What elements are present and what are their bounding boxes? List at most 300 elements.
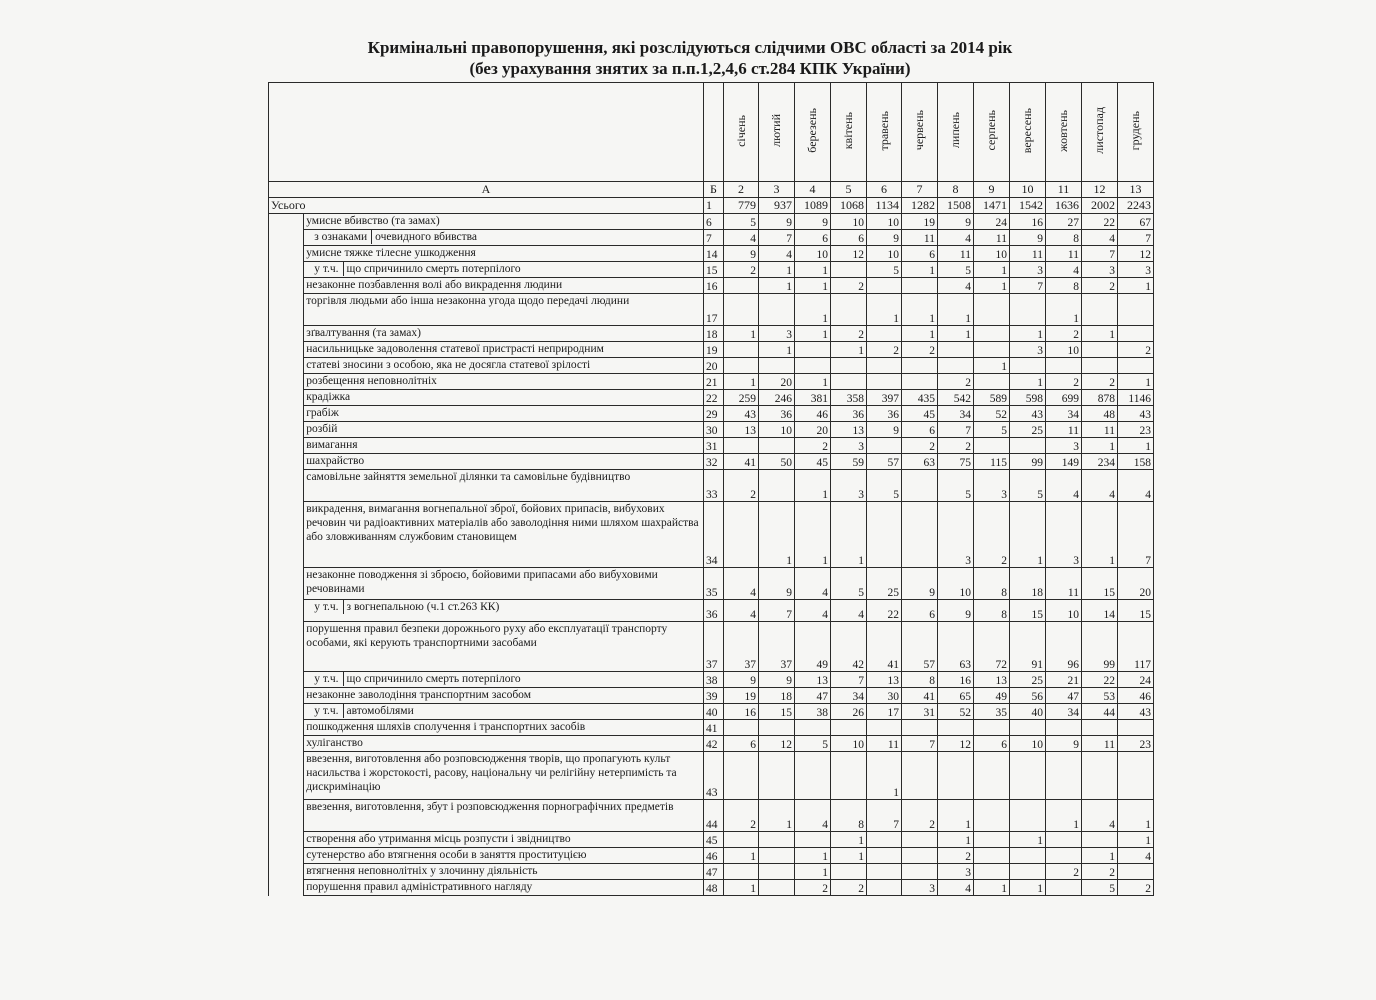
indent-cell [269,390,304,406]
row-value: 1 [974,278,1010,294]
row-value: 3 [831,470,867,502]
row-value: 1 [1118,374,1154,390]
indent-cell [269,214,304,230]
total-value: 1068 [831,198,867,214]
row-code: 43 [704,752,724,800]
table-row [269,672,1154,688]
row-value: 1 [1010,880,1046,896]
row-value: 11 [1082,422,1118,438]
row-value: 36 [867,406,902,422]
row-value: 1 [938,326,974,342]
row-value [1010,720,1046,736]
row-value: 6 [974,736,1010,752]
table-row [269,470,1154,502]
total-value: 1282 [902,198,938,214]
row-value: 1 [1118,438,1154,454]
row-code: 32 [704,454,724,470]
row-label: грабіж [304,406,704,422]
indent-cell [269,672,304,688]
row-value: 1 [1010,832,1046,848]
row-value [938,752,974,800]
row-value: 2 [938,438,974,454]
row-value: 1 [795,278,831,294]
row-label: зґвалтування (та замах) [304,326,704,342]
row-value [974,374,1010,390]
table-row [269,622,1154,672]
row-value: 1 [938,832,974,848]
row-value: 3 [974,470,1010,502]
row-value: 3 [759,326,795,342]
row-code: 40 [704,704,724,720]
row-value: 2 [795,880,831,896]
row-sublabel: очевидного вбивства [375,231,478,243]
row-value: 2 [938,374,974,390]
row-value [831,720,867,736]
row-value: 11 [974,230,1010,246]
row-value: 2 [1046,374,1082,390]
row-value: 11 [902,230,938,246]
month-header [1046,83,1082,182]
row-value: 4 [795,800,831,832]
row-value [1118,864,1154,880]
row-value: 9 [795,214,831,230]
row-value: 4 [938,278,974,294]
row-value [902,720,938,736]
row-value: 1 [974,358,1010,374]
month-label: жовтень [1056,109,1070,152]
row-value: 11 [1082,736,1118,752]
row-value: 1 [831,832,867,848]
row-value: 7 [867,800,902,832]
row-value: 43 [724,406,759,422]
row-value: 15 [1118,600,1154,622]
row-value [1118,326,1154,342]
row-value [867,374,902,390]
row-value [831,294,867,326]
row-value: 6 [831,230,867,246]
row-value: 1 [831,342,867,358]
row-value: 22 [1082,214,1118,230]
table-row [269,688,1154,704]
row-value: 3 [1046,502,1082,568]
row-value: 59 [831,454,867,470]
row-code: 47 [704,864,724,880]
row-value: 1 [1010,326,1046,342]
row-value: 1 [902,262,938,278]
row-value [902,848,938,864]
row-code: 35 [704,568,724,600]
column-b-header: Б [704,182,724,198]
row-value: 397 [867,390,902,406]
table-row [269,374,1154,390]
indent-cell [269,600,304,622]
row-value: 10 [1010,736,1046,752]
row-value: 41 [867,622,902,672]
row-value: 45 [902,406,938,422]
table-row [269,246,1154,262]
row-value [1082,358,1118,374]
column-a-header: А [269,182,704,198]
row-value: 50 [759,454,795,470]
row-value: 5 [1082,880,1118,896]
table-row [269,454,1154,470]
row-value: 1 [795,294,831,326]
row-code: 6 [704,214,724,230]
indent-cell [269,502,304,568]
row-value: 589 [974,390,1010,406]
indent-cell [269,752,304,800]
row-value [938,720,974,736]
row-code: 16 [704,278,724,294]
row-value [867,438,902,454]
row-code: 41 [704,720,724,736]
indent-cell [269,688,304,704]
indent-cell [269,470,304,502]
row-value: 2 [724,800,759,832]
row-sublabel-qualifier: у т.ч. [304,672,343,686]
row-label: крадіжка [304,390,704,406]
table-row [269,294,1154,326]
row-value: 44 [1082,704,1118,720]
row-value: 10 [831,736,867,752]
row-label [304,262,704,278]
row-value: 1 [831,848,867,864]
row-value: 9 [938,600,974,622]
row-value: 91 [1010,622,1046,672]
row-label: умисне вбивство (та замах) [304,214,704,230]
row-label: насильницьке задоволення статевої пристрасті неприродним [304,342,704,358]
row-label: створення або утримання місць розпусти і звідництво [304,832,704,848]
row-value [1082,294,1118,326]
row-value [867,832,902,848]
row-value: 3 [1010,342,1046,358]
row-value: 96 [1046,622,1082,672]
indent-cell [269,374,304,390]
row-value: 3 [1010,262,1046,278]
row-value [759,832,795,848]
month-label: лютий [769,114,783,147]
row-value: 20 [1118,568,1154,600]
month-label: березень [805,108,819,153]
row-value: 1 [795,326,831,342]
row-value: 1 [938,800,974,832]
row-value: 6 [902,600,938,622]
row-value [724,294,759,326]
row-sublabel: автомобілями [346,705,414,717]
row-value: 2 [831,880,867,896]
row-value: 10 [1046,600,1082,622]
row-value: 47 [795,688,831,704]
row-value: 1 [1010,374,1046,390]
row-value: 45 [795,454,831,470]
row-value: 158 [1118,454,1154,470]
row-value: 7 [1118,230,1154,246]
row-code: 36 [704,600,724,622]
crime-statistics-table [268,82,1154,896]
month-label: квітень [841,111,855,150]
row-value: 149 [1046,454,1082,470]
row-value: 9 [759,672,795,688]
row-value: 34 [831,688,867,704]
row-value: 1 [759,278,795,294]
row-value [795,752,831,800]
indent-cell [269,438,304,454]
row-value [902,752,938,800]
row-value: 3 [1118,262,1154,278]
total-value: 1134 [867,198,902,214]
row-value: 26 [831,704,867,720]
row-value: 5 [867,470,902,502]
row-value: 2 [974,502,1010,568]
row-value [795,342,831,358]
row-value [1046,832,1082,848]
column-index: 9 [974,182,1010,198]
row-value: 1 [724,374,759,390]
row-value: 4 [795,568,831,600]
row-value: 13 [795,672,831,688]
row-value: 4 [724,230,759,246]
row-value: 1 [724,880,759,896]
row-code: 39 [704,688,724,704]
row-value: 259 [724,390,759,406]
row-value: 10 [938,568,974,600]
row-value: 1 [867,752,902,800]
row-value: 16 [724,704,759,720]
row-label: умисне тяжке тілесне ушкодження [304,246,704,262]
column-index: 5 [831,182,867,198]
row-value: 1 [795,470,831,502]
row-value: 49 [795,622,831,672]
indent-cell [269,454,304,470]
row-value: 1 [795,864,831,880]
row-value: 8 [902,672,938,688]
row-value: 24 [974,214,1010,230]
table-row [269,880,1154,896]
row-value [867,880,902,896]
row-value [1082,752,1118,800]
row-value: 2 [1082,374,1118,390]
row-value: 115 [974,454,1010,470]
month-label: вересень [1020,107,1034,154]
row-value: 67 [1118,214,1154,230]
row-value [938,342,974,358]
row-value [759,720,795,736]
row-value: 1 [831,502,867,568]
row-value: 25 [1010,422,1046,438]
row-value: 36 [831,406,867,422]
month-label: липень [948,112,962,149]
row-value: 11 [1046,246,1082,262]
row-code: 21 [704,374,724,390]
row-value [1046,752,1082,800]
row-value: 4 [831,600,867,622]
row-label: хуліганство [304,736,704,752]
row-value: 49 [974,688,1010,704]
indent-cell [269,294,304,326]
row-value: 24 [1118,672,1154,688]
month-header [831,83,867,182]
row-value: 19 [902,214,938,230]
row-value: 598 [1010,390,1046,406]
total-code: 1 [704,198,724,214]
table-row [269,832,1154,848]
month-header [759,83,795,182]
row-value: 7 [1118,502,1154,568]
row-value: 2 [1082,278,1118,294]
table-row [269,406,1154,422]
row-value [867,502,902,568]
row-value: 2 [938,848,974,864]
table-row [269,752,1154,800]
row-value: 3 [1046,438,1082,454]
row-code: 33 [704,470,724,502]
row-value [724,358,759,374]
row-value: 53 [1082,688,1118,704]
column-index: 3 [759,182,795,198]
row-value [831,262,867,278]
row-code: 48 [704,880,724,896]
row-value: 7 [1082,246,1118,262]
row-value: 37 [759,622,795,672]
total-value: 1542 [1010,198,1046,214]
row-value: 2 [831,278,867,294]
row-value: 2 [1046,864,1082,880]
row-label: незаконне заволодіння транспортним засобом [304,688,704,704]
row-value: 20 [795,422,831,438]
row-value: 6 [902,246,938,262]
row-value [724,342,759,358]
row-value [795,720,831,736]
row-value: 5 [1010,470,1046,502]
row-value: 10 [974,246,1010,262]
row-label: порушення правил адміністративного нагляду [304,880,704,896]
row-value [759,880,795,896]
indent-cell [269,848,304,864]
month-header [867,83,902,182]
row-value: 1 [974,880,1010,896]
row-value [759,848,795,864]
row-value: 12 [938,736,974,752]
row-value: 1 [724,848,759,864]
row-label: сутенерство або втягнення особи в заняття проституцією [304,848,704,864]
row-value: 1 [902,294,938,326]
row-value [974,294,1010,326]
total-value: 2002 [1082,198,1118,214]
row-value [759,294,795,326]
row-value [795,832,831,848]
row-label: торгівля людьми або інша незаконна угода щодо передачі людини [304,294,704,326]
row-value: 7 [938,422,974,438]
row-value: 1 [902,326,938,342]
indent-cell [269,326,304,342]
row-sublabel: з вогнепальною (ч.1 ст.263 КК) [346,601,500,613]
row-value: 878 [1082,390,1118,406]
row-value [724,278,759,294]
row-value: 17 [867,704,902,720]
row-value [1010,800,1046,832]
row-label: самовільне зайняття земельної ділянки та самовільне будівництво [304,470,704,502]
table-row [269,390,1154,406]
row-value: 5 [938,262,974,278]
row-label: викрадення, вимагання вогнепальної зброї, бойових припасів, вибухових речовин чи радіоактивних матеріалів або заволодіння ними шляхом шахрайства або зловживанням службовим становищем [304,502,704,568]
row-value [974,832,1010,848]
row-value: 9 [867,230,902,246]
row-code: 18 [704,326,724,342]
row-value [1046,358,1082,374]
row-value: 1 [795,374,831,390]
row-value: 4 [1082,470,1118,502]
month-header [724,83,759,182]
row-code: 7 [704,230,724,246]
row-value: 21 [1046,672,1082,688]
row-label: ввезення, виготовлення або розповсюдження творів, що пропагують культ насильства і жорстокості, расову, національну чи релігійну нетерпимість та дискримінацію [304,752,704,800]
row-value: 9 [867,422,902,438]
row-value [1082,832,1118,848]
row-value [867,720,902,736]
row-value: 1 [1118,278,1154,294]
row-value [1010,848,1046,864]
row-label: шахрайство [304,454,704,470]
row-value [1118,752,1154,800]
row-value: 1 [1046,800,1082,832]
column-index: 10 [1010,182,1046,198]
row-value: 47 [1046,688,1082,704]
row-value: 35 [974,704,1010,720]
indent-cell [269,568,304,600]
indent-cell [269,704,304,720]
row-label: розбещення неповнолітніх [304,374,704,390]
row-label: незаконне позбавлення волі або викрадення людини [304,278,704,294]
row-value [974,848,1010,864]
row-value: 6 [902,422,938,438]
row-value: 358 [831,390,867,406]
row-value: 1146 [1118,390,1154,406]
row-value: 57 [867,454,902,470]
row-value [759,864,795,880]
row-value: 5 [724,214,759,230]
month-header [902,83,938,182]
row-value: 2 [902,438,938,454]
row-value: 13 [974,672,1010,688]
row-value: 1 [1046,294,1082,326]
document-title: Кримінальні правопорушення, які розслідуються слідчими ОВС області за 2014 рік [367,38,1013,57]
row-value: 19 [724,688,759,704]
row-value: 48 [1082,406,1118,422]
row-value: 13 [867,672,902,688]
row-value [724,502,759,568]
row-value: 10 [831,214,867,230]
total-value: 1089 [795,198,831,214]
table-row [269,600,1154,622]
row-value [759,470,795,502]
row-label: ввезення, виготовлення, збут і розповсюдження порнографічних предметів [304,800,704,832]
row-value: 246 [759,390,795,406]
table-row [269,568,1154,600]
total-value: 779 [724,198,759,214]
month-header [1082,83,1118,182]
column-index: 8 [938,182,974,198]
row-value [795,358,831,374]
indent-cell [269,422,304,438]
indent-cell [269,358,304,374]
month-header [938,83,974,182]
row-label [304,672,704,688]
row-value: 5 [831,568,867,600]
row-value: 72 [974,622,1010,672]
row-code: 20 [704,358,724,374]
row-value [974,800,1010,832]
row-value: 1 [724,326,759,342]
